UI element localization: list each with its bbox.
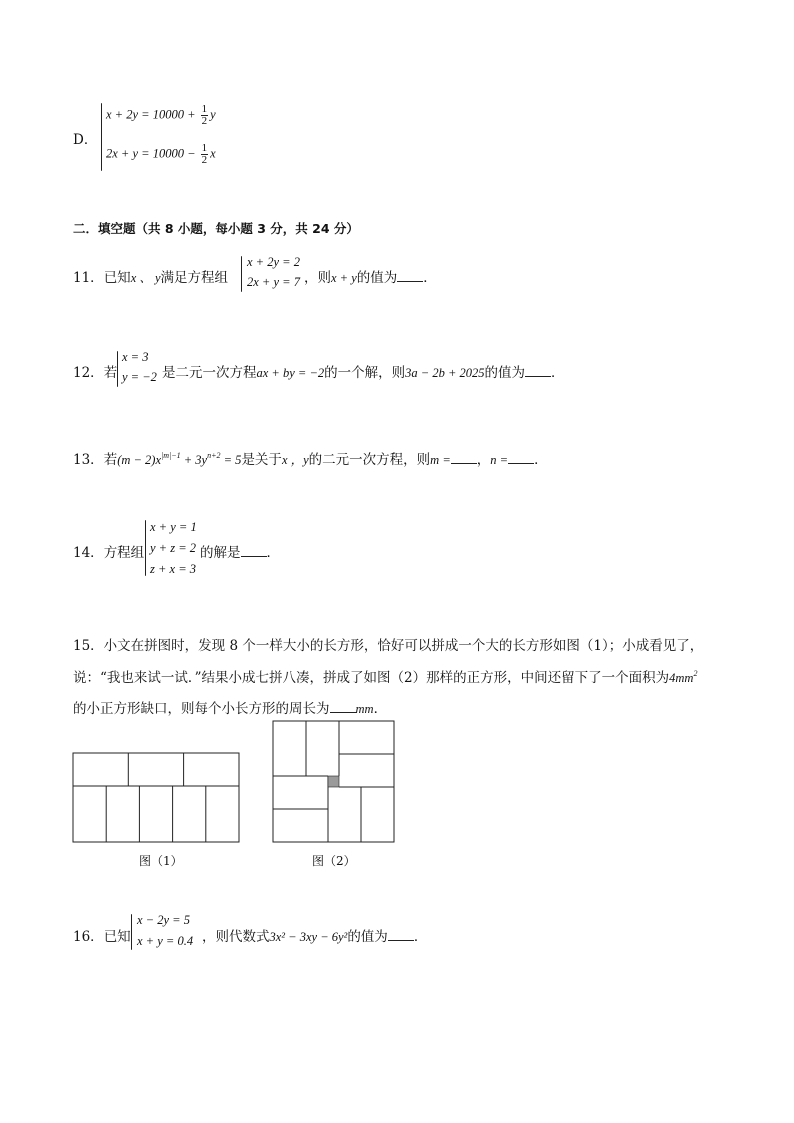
- question-11: 11．已知x 、 y满足方程组: [73, 270, 229, 286]
- answer-blank[interactable]: [388, 928, 414, 941]
- q12-brace: [117, 351, 118, 387]
- question-15-line1: 15．小文在拼图时，发现 8 个一样大小的长方形，恰好可以拼成一个大的长方形如图（1）；小成看见了，: [73, 638, 704, 654]
- q12-tail: 是二元一次方程ax + by = −2的一个解，则3a − 2b + 2025的值为 ．: [162, 365, 565, 381]
- q11-tail: ，则x + y的值为 ．: [304, 270, 437, 286]
- figure-1: [72, 752, 240, 843]
- option-d-eq2: 2x + y = 10000 − $\frac{1}{2}$ x: [106, 142, 216, 166]
- answer-blank[interactable]: [525, 364, 551, 377]
- q16-eq2: x + y = 0.4: [137, 934, 194, 948]
- gap-square: [328, 776, 339, 787]
- q12-eq1: x = 3: [122, 350, 149, 364]
- answer-blank[interactable]: [330, 700, 356, 713]
- q14-eq3: z + x = 3: [150, 562, 197, 576]
- question-15-line2: 说：“我也来试一试．”结果小成七拼八凑，拼成了如图（2）那样的正方形，中间还留下了一个面积为$4mm^2$: [73, 669, 698, 686]
- figure-2-caption: 图（2）: [312, 854, 356, 868]
- q16-brace: [131, 914, 132, 950]
- q14-eq2: y + z = 2: [150, 541, 197, 555]
- option-d-label: D．: [73, 132, 98, 148]
- figure-1-caption: 图（1）: [139, 854, 183, 868]
- question-13: 13．若$(m - 2)x^{|m|-1} + 3y^{n+2} = 5$是关于x ，y的二元一次方程，则m = ，n = ．: [73, 451, 548, 468]
- q11-brace: [241, 256, 242, 292]
- option-d-brace: [101, 103, 102, 171]
- q14-tail: 的解是 ．: [200, 545, 280, 561]
- figure-2: [272, 720, 396, 844]
- q16-eq1: x − 2y = 5: [137, 913, 190, 927]
- q12-eq2: y = −2: [122, 370, 157, 384]
- q14-brace: [145, 520, 146, 576]
- answer-blank[interactable]: [241, 544, 267, 557]
- option-d-eq1: x + 2y = 10000 + $\frac{1}{2}$ y: [106, 103, 216, 127]
- q11-eq1: x + 2y = 2: [247, 255, 300, 269]
- question-16: 16．已知: [73, 929, 131, 945]
- q16-tail: ，则代数式3x² − 3xy − 6y²的值为 ．: [202, 929, 428, 945]
- answer-blank[interactable]: [397, 269, 423, 282]
- question-15-line3: 的小正方形缺口，则每个小长方形的周长为 mm．: [73, 701, 388, 717]
- q14-eq1: x + y = 1: [150, 520, 197, 534]
- section-heading: 二．填空题（共 8 小题，每小题 3 分，共 24 分）: [73, 221, 359, 236]
- question-12: 12．若: [73, 365, 118, 381]
- q11-eq2: 2x + y = 7: [247, 275, 300, 289]
- question-14: 14．方程组: [73, 545, 145, 561]
- answer-blank-n[interactable]: [508, 451, 534, 464]
- answer-blank-m[interactable]: [451, 451, 477, 464]
